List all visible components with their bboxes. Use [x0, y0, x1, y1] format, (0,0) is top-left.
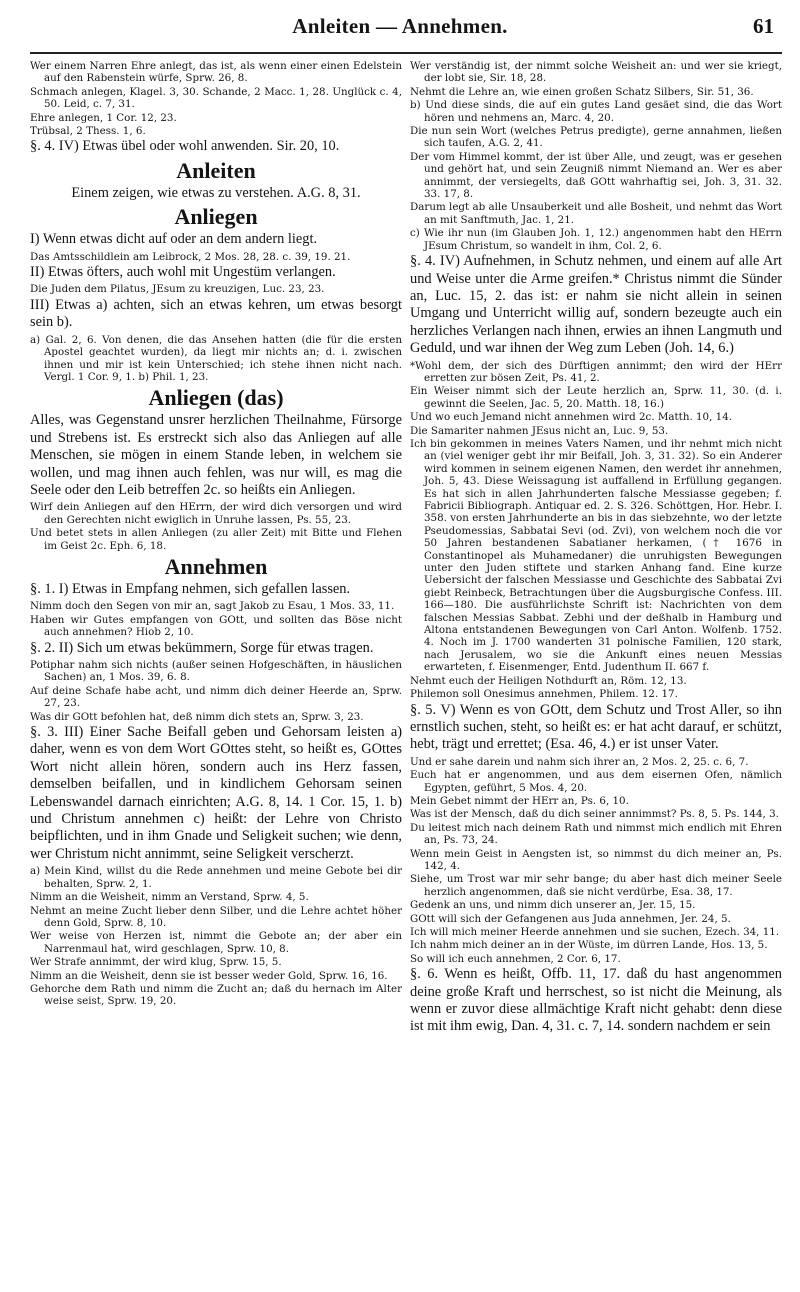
citation-entry: Nimm an die Weisheit, denn sie ist besser weder Gold, Sprw. 16, 16.	[30, 969, 388, 982]
citation-entry: Mein Gebet nimmt der HErr an, Ps. 6, 10.	[410, 794, 629, 807]
section-paragraph: §. 6. Wenn es heißt, Offb. 11, 17. daß du hast angenommen deine große Kraft und herrschest, so ist nicht die Meinung, als wenn er zuvor diese allmächtige Kraft nicht gehabt: denn diese ist mit ihm ewig, Dan. 4, 31. c. 7, 14. sondern nachdem er sein	[410, 966, 782, 1035]
citation-entry: So will ich euch annehmen, 2 Cor. 6, 17.	[410, 952, 621, 965]
citation-entry: Ein Weiser nimmt sich der Leute herzlich an, Sprw. 11, 30. (d. i. gewinnt die Seelen, Jac. 5, 20. Matth. 18, 16.)	[410, 385, 782, 410]
citation-entry: Auf deine Schafe habe acht, und nimm dich deiner Heerde an, Sprw. 27, 23.	[30, 684, 402, 710]
citation-entry: Ich nahm mich deiner an in der Wüste, im dürren Lande, Hos. 13, 5.	[410, 939, 768, 952]
citation-entry: a) Gal. 2, 6. Von denen, die das Ansehen hatten (die für die ersten Apostel geachtet wurden), da liegt mir nichts an; d. i. zwischen ihnen und mir ist kein Unterschied; ich stehe ihnen nicht nach. Vergl. 1 Cor. 9, 1. b) Phil. 1, 23.	[30, 333, 402, 383]
entry-heading-anliegen-das: Anliegen (das)	[148, 385, 284, 411]
citation-entry: Ich will mich meiner Heerde annehmen und sie suchen, Ezech. 34, 11.	[410, 926, 780, 938]
citation-entry: Darum legt ab alle Unsauberkeit und alle Bosheit, und nehmt das Wort an mit Sanftmuth, Jac. 1, 21.	[410, 201, 782, 226]
page-number: 61	[753, 14, 774, 38]
citation-entry: Ehre anlegen, 1 Cor. 12, 23.	[30, 111, 177, 124]
right-column	[410, 60, 782, 1286]
citation-entry: Die Samariter nahmen JEsus nicht an, Luc. 9, 53.	[410, 424, 669, 437]
citation-entry: Nimm doch den Segen von mir an, sagt Jakob zu Esau, 1 Mos. 33, 11.	[30, 600, 395, 613]
citation-entry: Der vom Himmel kommt, der ist über Alle, und zeugt, was er gesehen und gehört hat, und sein Zeugniß nimmt Niemand an. Wer es aber annimmt, der versiegelts, daß GOtt wahrhaftig sei, Joh. 3, 31. 32. 33. 17, 8.	[410, 150, 782, 201]
citation-entry: Gehorche dem Rath und nimm die Zucht an; daß du hernach im Alter weise seist, Sprw. 19, 20.	[30, 982, 402, 1008]
citation-entry: Wer einem Narren Ehre anlegt, das ist, als wenn einer einen Edelstein auf den Rabenstein würfe, Sprw. 26, 8.	[30, 60, 402, 85]
citation-entry: *Wohl dem, der sich des Dürftigen annimmt; den wird der HErr erretten zur bösen Zeit, Ps. 41, 2.	[410, 359, 782, 384]
citation-entry: Und betet stets in allen Anliegen (zu aller Zeit) mit Bitte und Flehen im Geist 2c. Eph. 6, 18.	[30, 527, 402, 552]
citation-entry: Nimm an die Weisheit, nimm an Verstand, Sprw. 4, 5.	[30, 891, 309, 904]
citation-entry: a) Mein Kind, willst du die Rede annehmen und meine Gebote bei dir behalten, Sprw. 2, 1.	[30, 865, 402, 890]
citation-entry: Nehmt an meine Zucht lieber denn Silber, und die Lehre achtet höher denn Gold, Sprw. 8, 10.	[30, 904, 402, 929]
section-paragraph: §. 4. IV) Etwas übel oder wohl anwenden. Sir. 20, 10.	[30, 138, 340, 155]
page-header	[0, 14, 800, 50]
citation-entry: b) Und diese sinds, die auf ein gutes Land gesäet sind, die das Wort hören und nehmens an, Marc. 4, 20.	[410, 99, 782, 124]
left-column	[30, 60, 402, 1286]
header-rule	[30, 52, 782, 54]
citation-entry: Wer weise von Herzen ist, nimmt die Gebote an; der aber ein Narrenmaul hat, wird geschlagen, Sprw. 10, 8.	[30, 930, 402, 955]
section-paragraph: §. 4. IV) Aufnehmen, in Schutz nehmen, und einem auf alle Art und Weise unter die Arme greifen.* Christus nimmt die Sünder an, Luc. 15, 2. das ist: er nahm sie nicht allein in seinen Umgang und Unterricht willig auf, sondern bezeugte auch ein herzliches Verlangen nach ihnen, erwies an ihnen Langmuth und Geduld, und war ihnen der Weg zum Leben (Joh. 14, 6.)	[410, 253, 782, 357]
section-paragraph: §. 3. III) Einer Sache Beifall geben und Gehorsam leisten a) daher, wenn es von dem Wort GOttes steht, so heißt es, GOttes Wort nicht allein hören, sondern auch ins Herz fassen, demselben beifallen, und in kindlichem Gehorsam seinen Lebenswandel darnach einrichten; A.G. 8, 14. 1 Cor. 15, 1. b) und Christum annehmen c) heißt: der Lehre von Christo beipflichten, und in ihm Gnade und Seligkeit suchen; wie denn, wer Christum nicht annimmt, seine Seligkeit verscherzt.	[30, 724, 402, 862]
entry-heading-annehmen: Annehmen	[164, 553, 268, 579]
running-title: Anleiten — Annehmen.	[292, 14, 508, 38]
citation-entry: Wirf dein Anliegen auf den HErrn, der wird dich versorgen und wird den Gerechten nicht ewiglich in Unruhe lassen, Ps. 55, 23.	[30, 501, 402, 526]
section-paragraph: Alles, was Gegenstand unsrer herzlichen Theilnahme, Fürsorge und Strebens ist. Es erstreckt sich also das Anliegen auf alle Menschen, sie mögen in einem Stande leben, in welchem sie wollen, und mag ihnen auch fehlen, was nur will, es mag die Seele oder den Leib betreffen 2c. so heißts ein Anliegen.	[30, 412, 402, 498]
citation-entry: Und wo euch Jemand nicht annehmen wird 2c. Matth. 10, 14.	[410, 411, 733, 424]
entry-heading-anliegen: Anliegen	[174, 204, 258, 230]
citation-entry: Nehmt die Lehre an, wie einen großen Schatz Silbers, Sir. 51, 36.	[410, 85, 754, 98]
section-paragraph: I) Wenn etwas dicht auf oder an dem andern liegt.	[30, 231, 318, 248]
entry-heading-anleiten: Anleiten	[176, 157, 256, 183]
citation-entry: Du leitest mich nach deinem Rath und nimmst mich endlich mit Ehren an, Ps. 73, 24.	[410, 821, 782, 847]
citation-entry: Haben wir Gutes empfangen von GOtt, und sollten das Böse nicht auch annehmen? Hiob 2, 10.	[30, 613, 402, 639]
citation-entry: Die Juden dem Pilatus, JEsum zu kreuzigen, Luc. 23, 23.	[30, 283, 325, 296]
citation-entry: Euch hat er angenommen, und aus dem eisernen Ofen, nämlich Egypten, geführt, 5 Mos. 4, 20.	[410, 769, 782, 794]
citation-entry: Das Amtsschildlein am Leibrock, 2 Mos. 28, 28. c. 39, 19. 21.	[30, 250, 351, 263]
section-paragraph: §. 2. II) Sich um etwas bekümmern, Sorge für etwas tragen.	[30, 639, 374, 656]
citation-entry: Was ist der Mensch, daß du dich seiner annimmst? Ps. 8, 5. Ps. 144, 3.	[410, 808, 779, 821]
citation-entry: Schmach anlegen, Klagel. 3, 30. Schande, 2 Macc. 1, 28. Unglück c. 4, 50. Leid, c. 7, 31.	[30, 85, 402, 111]
citation-entry: Potiphar nahm sich nichts (außer seinen Hofgeschäften, in häuslichen Sachen) an, 1 Mos. 39, 6. 8.	[30, 659, 402, 684]
citation-entry: Die nun sein Wort (welches Petrus predigte), gerne annahmen, ließen sich taufen, A.G. 2, 41.	[410, 125, 782, 150]
citation-entry: Wenn mein Geist in Aengsten ist, so nimmst du dich meiner an, Ps. 142, 4.	[410, 847, 782, 872]
citation-entry: Nehmt euch der Heiligen Nothdurft an, Röm. 12, 13.	[410, 674, 687, 687]
citation-entry: Trübsal, 2 Thess. 1, 6.	[30, 125, 146, 138]
section-paragraph: III) Etwas a) achten, sich an etwas kehren, um etwas besorgt sein b).	[30, 296, 402, 331]
citation-entry: Was dir GOtt befohlen hat, deß nimm dich stets an, Sprw. 3, 23.	[30, 710, 364, 723]
citation-entry: Und er sahe darein und nahm sich ihrer an, 2 Mos. 2, 25. c. 6, 7.	[410, 755, 749, 768]
citation-entry: Gedenk an uns, und nimm dich unserer an, Jer. 15, 15.	[410, 899, 696, 912]
citation-entry: Wer Strafe annimmt, der wird klug, Sprw. 15, 5.	[30, 956, 282, 969]
definition: Einem zeigen, wie etwas zu verstehen. A.G. 8, 31.	[71, 184, 361, 201]
citation-entry: GOtt will sich der Gefangenen aus Juda annehmen, Jer. 24, 5.	[410, 912, 731, 925]
section-paragraph: §. 5. V) Wenn es von GOtt, dem Schutz und Trost Aller, so ihn ernstlich suchen, steht, so heißt es: er hat acht darauf, er schützt, hebt, trägt und errettet; (Esa. 46, 4.) er ist unser Vater.	[410, 701, 782, 753]
citation-entry: Ich bin gekommen in meines Vaters Namen, und ihr nehmt mich nicht an (viel weniger gebt ihr mir Beifall, Joh. 3, 31. 32). So ein Anderer wird kommen in seinem eigenen Namen, den werdet ihr annehmen, Joh. 5, 43. Diese Weissagung ist auffallend in Erfüllung gegangen. Es hat sich in allen Jahrhunderten falsche Messiasse gegeben; f. Fabricii Bibliograph. Antiquar ed. 2. S. 326. Schöttgen, Hor. Hebr. I. 358. von ersten Jahrhunderte an bis in das siebzehnte, wo der letzte Pseudomessias, Sabbatai Sevi (od. Zvi), von welchem noch die vor 50 Jahren bestandenen Sabatianer herkamen, († 1676 in Constantinopel als Muhamedaner) die unruhigsten Bewegungen unter den Juden stiftete und starken Anhang fand. Eine kurze Uebersicht der falschen Messiasse und Geschichte des Sabbatai Zvi giebt Reinbeck, Betrachtungen über die Augsburgische Confess. III. 166—180. Die ausführlichste Schrift ist: Nachrichten von dem falschen Messias Sabbat. Zebhi und der deßhalb in Hamburg und Altona entstandenen Bewegungen von Carl Anton. Wolfenb. 1752. 4. Noch im J. 1700 wanderten 31 polnische Familien, 120 stark, nach Jerusalem, wo sie die Ankunft eines neuen Messias erwarteten, f. Eisenmenger, Entd. Judenthum II. 667 f.	[410, 437, 782, 674]
section-paragraph: II) Etwas öfters, auch wohl mit Ungestüm verlangen.	[30, 264, 336, 281]
citation-entry: Philemon soll Onesimus annehmen, Philem. 12. 17.	[410, 688, 678, 701]
citation-entry: Siehe, um Trost war mir sehr bange; du aber hast dich meiner Seele herzlich angenommen, daß sie nicht verdürbe, Esa. 38, 17.	[410, 873, 782, 898]
citation-entry: Wer verständig ist, der nimmt solche Weisheit an: und wer sie kriegt, der lobt sie, Sir. 18, 28.	[410, 60, 782, 85]
citation-entry: c) Wie ihr nun (im Glauben Joh. 1, 12.) angenommen habt den HErrn JEsum Christum, so wandelt in ihm, Col. 2, 6.	[410, 227, 782, 252]
section-paragraph: §. 1. I) Etwas in Empfang nehmen, sich gefallen lassen.	[30, 580, 351, 597]
